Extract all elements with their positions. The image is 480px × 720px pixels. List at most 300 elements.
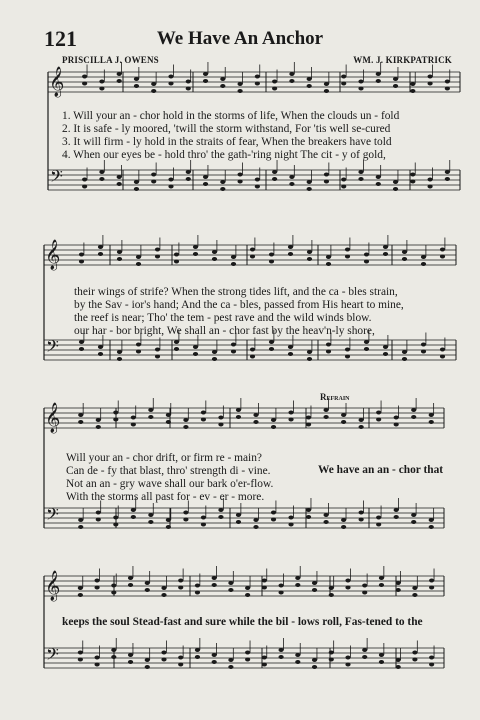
note-head bbox=[117, 257, 122, 261]
note-head bbox=[195, 648, 200, 652]
note-head bbox=[329, 586, 334, 590]
note-head bbox=[201, 523, 206, 527]
note-head bbox=[255, 178, 260, 182]
note-head bbox=[345, 663, 350, 667]
note-head bbox=[402, 350, 407, 354]
note-head bbox=[410, 89, 415, 93]
note-head bbox=[78, 518, 83, 522]
note-head bbox=[429, 579, 434, 583]
note-head bbox=[341, 75, 346, 79]
note-head bbox=[79, 347, 84, 351]
note-head bbox=[358, 177, 363, 181]
note-head bbox=[117, 182, 122, 186]
note-head bbox=[288, 418, 293, 422]
note-head bbox=[379, 583, 384, 587]
note-head bbox=[212, 653, 217, 657]
note-head bbox=[195, 591, 200, 595]
note-head bbox=[78, 658, 83, 662]
bass-clef: 𝄢 bbox=[50, 166, 63, 190]
note-head bbox=[440, 348, 445, 352]
note-head bbox=[383, 345, 388, 349]
note-head bbox=[278, 591, 283, 595]
note-head bbox=[358, 87, 363, 91]
note-head bbox=[218, 508, 223, 512]
note-head bbox=[271, 418, 276, 422]
hymn-title: We Have An Anchor bbox=[156, 28, 324, 49]
note-head bbox=[429, 525, 434, 529]
note-head bbox=[307, 180, 312, 184]
note-head bbox=[345, 656, 350, 660]
note-head bbox=[410, 173, 415, 177]
note-head bbox=[134, 187, 139, 191]
note-head bbox=[306, 416, 311, 420]
note-head bbox=[429, 518, 434, 522]
note-head bbox=[253, 525, 258, 529]
lyricist-credit: PRISCILLA J. OWENS bbox=[62, 55, 159, 65]
lyric-line: Will your an - chor drift, or firm re - main? bbox=[66, 452, 262, 464]
note-head bbox=[151, 82, 156, 86]
note-head bbox=[307, 350, 312, 354]
note-head bbox=[128, 576, 133, 580]
note-head bbox=[203, 72, 208, 76]
note-head bbox=[362, 584, 367, 588]
note-head bbox=[326, 350, 331, 354]
note-head bbox=[269, 253, 274, 257]
note-head bbox=[94, 579, 99, 583]
note-head bbox=[212, 357, 217, 361]
note-head bbox=[236, 513, 241, 517]
note-head bbox=[186, 170, 191, 174]
note-head bbox=[186, 80, 191, 84]
note-head bbox=[178, 663, 183, 667]
note-head bbox=[271, 511, 276, 515]
note-head bbox=[193, 245, 198, 249]
note-head bbox=[288, 516, 293, 520]
note-head bbox=[98, 345, 103, 349]
treble-clef: 𝄞 bbox=[45, 403, 61, 433]
note-head bbox=[212, 257, 217, 261]
note-head bbox=[410, 180, 415, 184]
note-head bbox=[376, 182, 381, 186]
note-head bbox=[307, 357, 312, 361]
note-head bbox=[262, 579, 267, 583]
note-head bbox=[289, 175, 294, 179]
note-head bbox=[427, 178, 432, 182]
note-head bbox=[245, 658, 250, 662]
note-head bbox=[411, 408, 416, 412]
note-head bbox=[166, 518, 171, 522]
note-head bbox=[113, 411, 118, 415]
note-head bbox=[376, 516, 381, 520]
note-head bbox=[341, 82, 346, 86]
note-head bbox=[111, 591, 116, 595]
note-head bbox=[345, 348, 350, 352]
note-head bbox=[113, 516, 118, 520]
note-head bbox=[99, 80, 104, 84]
note-head bbox=[329, 651, 334, 655]
note-head bbox=[359, 425, 364, 429]
note-head bbox=[429, 413, 434, 417]
note-head bbox=[203, 79, 208, 83]
note-head bbox=[307, 84, 312, 88]
note-head bbox=[148, 408, 153, 412]
note-head bbox=[364, 253, 369, 257]
note-head bbox=[99, 177, 104, 181]
note-head bbox=[245, 651, 250, 655]
note-head bbox=[402, 357, 407, 361]
note-head bbox=[183, 418, 188, 422]
note-head bbox=[272, 177, 277, 181]
note-head bbox=[201, 516, 206, 520]
note-head bbox=[376, 72, 381, 76]
note-head bbox=[440, 355, 445, 359]
note-head bbox=[364, 347, 369, 351]
treble-clef: 𝄞 bbox=[45, 240, 61, 270]
note-head bbox=[134, 77, 139, 81]
note-head bbox=[421, 255, 426, 259]
note-head bbox=[148, 513, 153, 517]
note-head bbox=[220, 187, 225, 191]
note-head bbox=[201, 411, 206, 415]
note-head bbox=[323, 513, 328, 517]
note-head bbox=[166, 525, 171, 529]
note-head bbox=[134, 84, 139, 88]
note-head bbox=[166, 420, 171, 424]
note-head bbox=[212, 660, 217, 664]
lyric-line: 2. It is safe - ly moored, 'twill the storm withstand, For 'tis well se-cured bbox=[62, 123, 391, 135]
note-head bbox=[272, 170, 277, 174]
note-head bbox=[262, 663, 267, 667]
note-head bbox=[362, 655, 367, 659]
note-head bbox=[155, 355, 160, 359]
note-head bbox=[245, 586, 250, 590]
note-head bbox=[183, 518, 188, 522]
note-head bbox=[295, 653, 300, 657]
note-head bbox=[178, 656, 183, 660]
note-head bbox=[396, 581, 401, 585]
note-head bbox=[364, 260, 369, 264]
note-head bbox=[306, 423, 311, 427]
note-head bbox=[82, 75, 87, 79]
note-head bbox=[136, 255, 141, 259]
note-head bbox=[394, 508, 399, 512]
note-head bbox=[324, 82, 329, 86]
note-head bbox=[341, 185, 346, 189]
note-head bbox=[117, 357, 122, 361]
note-head bbox=[228, 581, 233, 585]
note-head bbox=[148, 520, 153, 524]
lyric-line: With the storms all past for - ev - er - more. bbox=[66, 491, 265, 503]
note-head bbox=[358, 170, 363, 174]
note-head bbox=[250, 255, 255, 259]
note-head bbox=[278, 584, 283, 588]
note-head bbox=[145, 658, 150, 662]
bass-clef: 𝄢 bbox=[46, 644, 59, 668]
note-head bbox=[312, 581, 317, 585]
note-head bbox=[161, 658, 166, 662]
note-head bbox=[183, 425, 188, 429]
lyric-line: Can de - fy that blast, thro' strength di - vine. bbox=[66, 465, 271, 477]
note-head bbox=[393, 187, 398, 191]
note-head bbox=[341, 420, 346, 424]
note-head bbox=[128, 660, 133, 664]
note-head bbox=[324, 180, 329, 184]
note-head bbox=[402, 257, 407, 261]
note-head bbox=[195, 584, 200, 588]
note-head bbox=[145, 588, 150, 592]
note-head bbox=[376, 411, 381, 415]
note-head bbox=[326, 262, 331, 266]
note-head bbox=[253, 518, 258, 522]
note-head bbox=[329, 593, 334, 597]
note-head bbox=[362, 648, 367, 652]
note-head bbox=[250, 348, 255, 352]
note-head bbox=[289, 72, 294, 76]
note-head bbox=[383, 245, 388, 249]
note-head bbox=[96, 518, 101, 522]
note-head bbox=[79, 253, 84, 257]
note-head bbox=[155, 348, 160, 352]
note-head bbox=[174, 260, 179, 264]
note-head bbox=[228, 658, 233, 662]
note-head bbox=[218, 416, 223, 420]
note-head bbox=[228, 665, 233, 669]
note-head bbox=[421, 343, 426, 347]
note-head bbox=[362, 591, 367, 595]
note-head bbox=[323, 415, 328, 419]
note-head bbox=[306, 508, 311, 512]
note-head bbox=[78, 586, 83, 590]
note-head bbox=[421, 262, 426, 266]
refrain-lyric: We have an an - chor that bbox=[318, 464, 444, 476]
note-head bbox=[393, 84, 398, 88]
note-head bbox=[445, 80, 450, 84]
note-head bbox=[440, 255, 445, 259]
note-head bbox=[396, 588, 401, 592]
note-head bbox=[94, 656, 99, 660]
note-head bbox=[151, 180, 156, 184]
note-head bbox=[345, 586, 350, 590]
note-head bbox=[288, 245, 293, 249]
note-head bbox=[237, 89, 242, 93]
composer-credit: WM. J. KIRKPATRICK bbox=[353, 55, 452, 65]
note-head bbox=[379, 653, 384, 657]
note-head bbox=[168, 75, 173, 79]
note-head bbox=[271, 518, 276, 522]
note-head bbox=[220, 77, 225, 81]
note-head bbox=[94, 586, 99, 590]
note-head bbox=[289, 182, 294, 186]
note-head bbox=[312, 588, 317, 592]
note-head bbox=[345, 255, 350, 259]
note-head bbox=[421, 350, 426, 354]
note-head bbox=[429, 656, 434, 660]
note-head bbox=[429, 586, 434, 590]
note-head bbox=[376, 79, 381, 83]
note-head bbox=[174, 347, 179, 351]
note-head bbox=[78, 413, 83, 417]
note-head bbox=[272, 87, 277, 91]
note-head bbox=[359, 518, 364, 522]
note-head bbox=[212, 350, 217, 354]
note-head bbox=[161, 651, 166, 655]
note-head bbox=[295, 576, 300, 580]
note-head bbox=[429, 663, 434, 667]
note-head bbox=[186, 177, 191, 181]
note-head bbox=[231, 255, 236, 259]
note-head bbox=[412, 593, 417, 597]
note-head bbox=[212, 583, 217, 587]
note-head bbox=[78, 651, 83, 655]
note-head bbox=[341, 178, 346, 182]
note-head bbox=[411, 520, 416, 524]
note-head bbox=[269, 260, 274, 264]
treble-clef: 𝄞 bbox=[45, 571, 61, 601]
note-head bbox=[99, 170, 104, 174]
note-head bbox=[376, 175, 381, 179]
note-head bbox=[128, 583, 133, 587]
note-head bbox=[236, 415, 241, 419]
note-head bbox=[168, 82, 173, 86]
note-head bbox=[131, 515, 136, 519]
note-head bbox=[201, 418, 206, 422]
note-head bbox=[186, 87, 191, 91]
note-head bbox=[412, 586, 417, 590]
note-head bbox=[79, 260, 84, 264]
note-head bbox=[289, 79, 294, 83]
note-head bbox=[168, 185, 173, 189]
note-head bbox=[117, 175, 122, 179]
note-head bbox=[288, 252, 293, 256]
note-head bbox=[228, 588, 233, 592]
note-head bbox=[98, 245, 103, 249]
note-head bbox=[341, 413, 346, 417]
note-head bbox=[113, 418, 118, 422]
note-head bbox=[78, 420, 83, 424]
note-head bbox=[136, 343, 141, 347]
note-head bbox=[117, 72, 122, 76]
note-head bbox=[166, 413, 171, 417]
lyric-line: 4. When our eyes be - hold thro' the gath-'ring night The cit - y of gold, bbox=[62, 149, 386, 161]
note-head bbox=[96, 511, 101, 515]
note-head bbox=[394, 416, 399, 420]
note-head bbox=[220, 180, 225, 184]
note-head bbox=[440, 248, 445, 252]
note-head bbox=[82, 185, 87, 189]
note-head bbox=[262, 586, 267, 590]
note-head bbox=[255, 75, 260, 79]
note-head bbox=[445, 170, 450, 174]
lyric-line: keeps the soul Stead-fast and sure while the bil - lows roll, Fas-tened to the bbox=[62, 616, 423, 628]
note-head bbox=[329, 658, 334, 662]
note-head bbox=[278, 648, 283, 652]
note-head bbox=[411, 513, 416, 517]
note-head bbox=[183, 511, 188, 515]
note-head bbox=[111, 655, 116, 659]
note-head bbox=[253, 420, 258, 424]
note-head bbox=[307, 77, 312, 81]
note-head bbox=[345, 248, 350, 252]
note-head bbox=[94, 663, 99, 667]
note-head bbox=[231, 343, 236, 347]
note-head bbox=[136, 262, 141, 266]
note-head bbox=[255, 185, 260, 189]
note-head bbox=[145, 665, 150, 669]
note-head bbox=[269, 347, 274, 351]
note-head bbox=[237, 180, 242, 184]
bass-clef: 𝄢 bbox=[46, 504, 59, 528]
note-head bbox=[220, 84, 225, 88]
note-head bbox=[218, 423, 223, 427]
note-head bbox=[96, 418, 101, 422]
refrain-label: Refrain bbox=[320, 392, 350, 402]
hymn-number: 121 bbox=[44, 26, 77, 51]
note-head bbox=[231, 350, 236, 354]
note-head bbox=[174, 253, 179, 257]
note-head bbox=[148, 415, 153, 419]
note-head bbox=[145, 581, 150, 585]
note-head bbox=[79, 340, 84, 344]
note-head bbox=[376, 418, 381, 422]
note-head bbox=[324, 173, 329, 177]
note-head bbox=[412, 658, 417, 662]
note-head bbox=[111, 648, 116, 652]
note-head bbox=[383, 252, 388, 256]
note-head bbox=[155, 255, 160, 259]
lyric-line: the reef is near; Tho' the tem - pest rave and the wild winds blow. bbox=[74, 312, 372, 324]
note-head bbox=[212, 250, 217, 254]
note-head bbox=[359, 511, 364, 515]
note-head bbox=[393, 180, 398, 184]
note-head bbox=[218, 515, 223, 519]
note-head bbox=[255, 82, 260, 86]
note-head bbox=[393, 77, 398, 81]
note-head bbox=[427, 75, 432, 79]
note-head bbox=[410, 82, 415, 86]
note-head bbox=[82, 82, 87, 86]
note-head bbox=[358, 80, 363, 84]
note-head bbox=[178, 586, 183, 590]
note-head bbox=[231, 262, 236, 266]
note-head bbox=[193, 252, 198, 256]
note-head bbox=[269, 340, 274, 344]
note-head bbox=[253, 413, 258, 417]
note-head bbox=[237, 82, 242, 86]
note-head bbox=[193, 352, 198, 356]
note-head bbox=[323, 408, 328, 412]
note-head bbox=[161, 593, 166, 597]
note-head bbox=[128, 653, 133, 657]
lyric-line: their wings of strife? When the strong tides lift, and the ca - bles strain, bbox=[74, 286, 398, 298]
note-head bbox=[326, 255, 331, 259]
lyric-line: our har - bor bright, We shall an - chor fast by the heav'n-ly shore, bbox=[74, 325, 375, 337]
note-head bbox=[402, 250, 407, 254]
note-head bbox=[117, 79, 122, 83]
note-head bbox=[193, 345, 198, 349]
note-head bbox=[326, 343, 331, 347]
note-head bbox=[312, 658, 317, 662]
note-head bbox=[396, 665, 401, 669]
note-head bbox=[250, 355, 255, 359]
note-head bbox=[383, 352, 388, 356]
note-head bbox=[295, 660, 300, 664]
note-head bbox=[78, 525, 83, 529]
note-head bbox=[155, 248, 160, 252]
note-head bbox=[278, 655, 283, 659]
lyric-line: Not an an - gry wave shall our bark o'er-flow. bbox=[66, 478, 274, 490]
lyric-line: 3. It will firm - ly hold in the straits of fear, When the breakers have told bbox=[62, 136, 392, 148]
note-head bbox=[394, 423, 399, 427]
